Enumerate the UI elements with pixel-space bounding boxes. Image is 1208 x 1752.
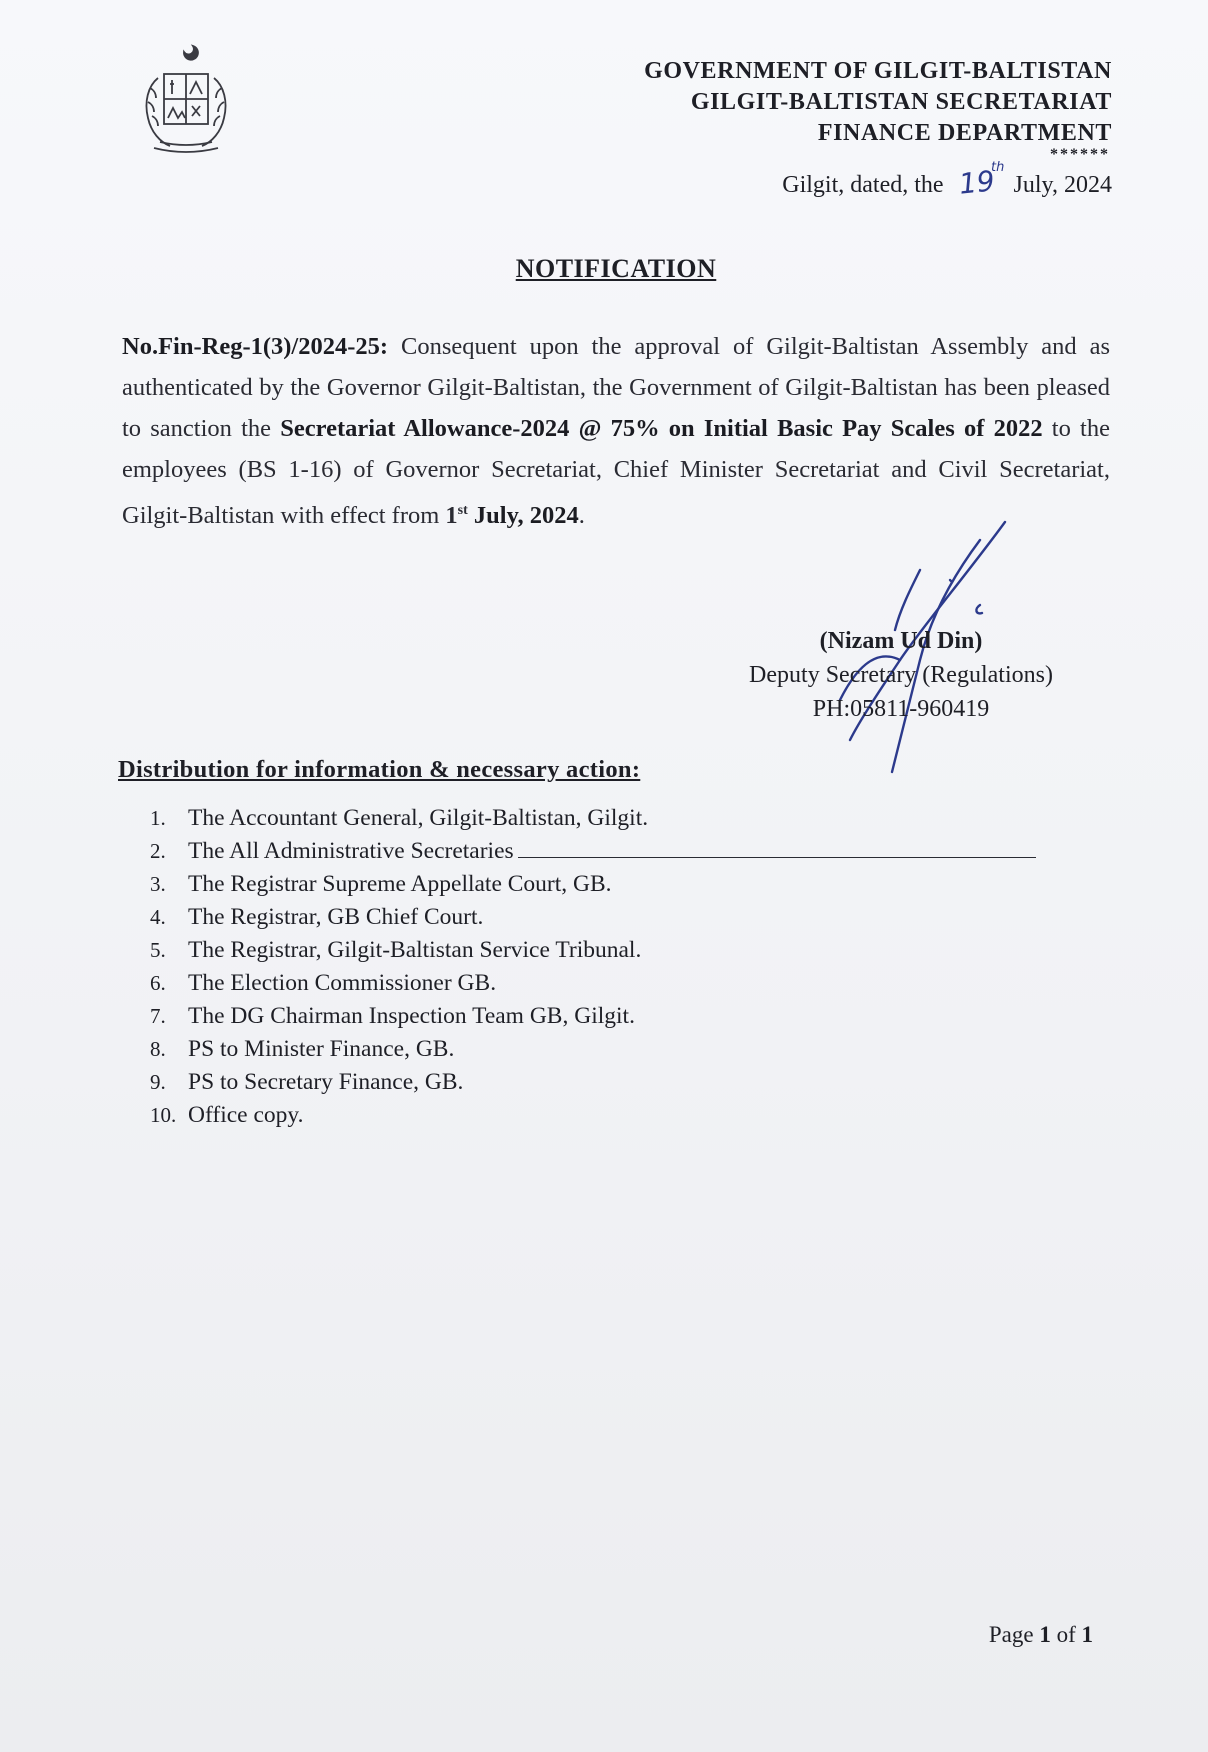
signatory-name: (Nizam Ud Din) [819,628,983,654]
govt-name: GOVERNMENT OF GILGIT-BALTISTAN [644,58,1112,84]
list-item: 10. Office copy. [150,1102,304,1128]
list-item: 9. PS to Secretary Finance, GB. [150,1069,464,1095]
handwritten-day-suffix: th [991,160,1005,175]
separator-stars: ****** [1050,146,1110,163]
list-item: 6. The Election Commissioner GB. [150,970,497,996]
distribution-heading: Distribution for information & necessary action: [118,756,641,783]
allowance-highlight: Secretariat Allowance-2024 @ 75% on Initial Basic Pay Scales of 2022 [280,415,1043,442]
handwritten-date [955,160,1005,206]
list-item: 4. The Registrar, GB Chief Court. [150,904,484,930]
dateline [782,172,1112,199]
secretariat-name: GILGIT-BALTISTAN SECRETARIAT [690,89,1112,115]
list-item: 3. The Registrar Supreme Appellate Court, GB. [150,871,612,897]
list-item: 2. The All Administrative Secretaries [150,835,1036,868]
date-prefix: Gilgit, dated, the [782,172,944,198]
page-title: NOTIFICATION [515,254,717,283]
distribution-list [150,802,1036,1132]
list-item: 5. The Registrar, Gilgit-Baltistan Service Tribunal. [150,937,642,963]
body-text-2: to the employees (BS 1-16) of Governor Secretariat, Chief Minister Secretariat and Civil Secretariat, Gilgit-Baltistan with effect from [122,415,1110,530]
signatory-designation: Deputy Secretary (Regulations) [749,662,1053,688]
effective-date: July, 2024 [467,502,579,530]
body-text-1: Consequent upon the approval of Gilgit-Baltistan Assembly and as authenticated by the Governor Gilgit-Baltistan, the Government of Gilgit-Baltistan has been pleased to sanction the [122,333,1110,442]
department-name: FINANCE DEPARTMENT [817,120,1112,146]
body-end: . [578,502,585,530]
signatory-phone: PH:05811-960419 [812,696,990,722]
signature-block [716,624,1086,726]
list-item: 7. The DG Chairman Inspection Team GB, Gilgit. [150,1003,635,1029]
blank-fill-line [518,839,1036,858]
date-suffix: July, 2024 [1013,172,1112,198]
letterhead [644,56,1112,149]
gilgit-baltistan-emblem-icon [124,44,248,168]
handwritten-day: 19 [957,164,997,201]
reference-number: No.Fin-Reg-1(3)/2024-25: [122,333,389,360]
notification-body [122,326,1110,536]
effective-day-suffix: st [457,503,468,518]
effective-day: 1 [445,502,458,530]
page-number: Page 1 of 1 [988,1622,1093,1647]
list-item: 8. PS to Minister Finance, GB. [150,1036,455,1062]
list-item: 1. The Accountant General, Gilgit-Baltistan, Gilgit. [150,805,649,831]
